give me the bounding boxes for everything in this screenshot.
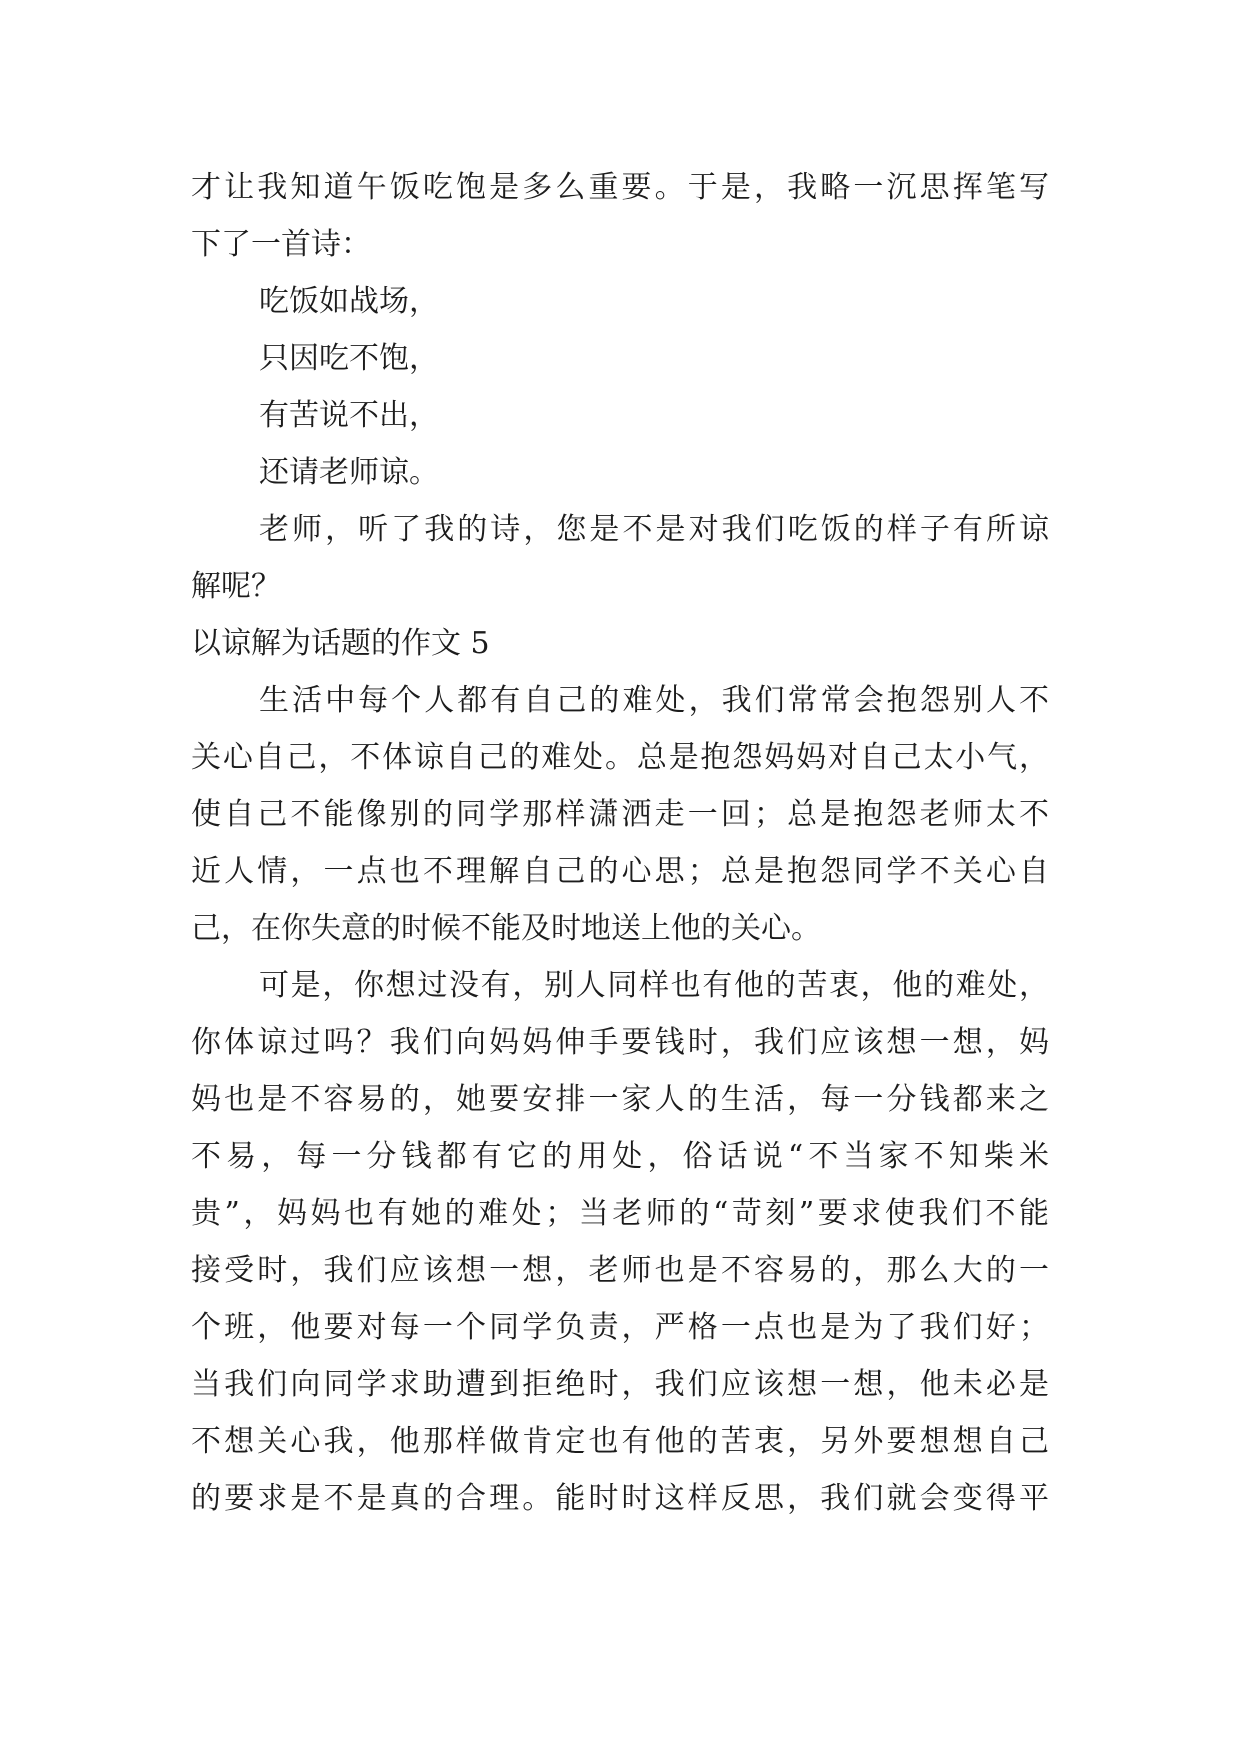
poem-line: 吃饭如战场， — [259, 284, 439, 319]
body-text-line: 使自己不能像别的同学那样潇洒走一回；总是抱怨老师太不 — [191, 797, 1049, 832]
body-text-line: 个班，他要对每一个同学负责，严格一点也是为了我们好； — [191, 1310, 1049, 1345]
body-text-line: 可是，你想过没有，别人同样也有他的苦衷，他的难处， — [259, 968, 1049, 1003]
poem-line: 有苦说不出， — [259, 398, 439, 433]
body-text-line: 不想关心我，他那样做肯定也有他的苦衷，另外要想想自己 — [191, 1424, 1049, 1459]
body-text-line: 贵”，妈妈也有她的难处；当老师的“苛刻”要求使我们不能 — [191, 1196, 1049, 1231]
body-text-line: 的要求是不是真的合理。能时时这样反思，我们就会变得平 — [191, 1481, 1049, 1516]
body-text-line: 不易，每一分钱都有它的用处，俗话说“不当家不知柴米 — [191, 1139, 1049, 1174]
body-text-line: 才让我知道午饭吃饱是多么重要。于是，我略一沉思挥笔写 — [191, 170, 1049, 205]
section-heading: 以谅解为话题的作文 5 — [191, 626, 490, 661]
body-text-line: 接受时，我们应该想一想，老师也是不容易的，那么大的一 — [191, 1253, 1049, 1288]
body-text-line: 老师，听了我的诗，您是不是对我们吃饭的样子有所谅 — [259, 512, 1049, 547]
poem-line: 还请老师谅。 — [259, 455, 439, 490]
body-text-line: 关心自己，不体谅自己的难处。总是抱怨妈妈对自己太小气， — [191, 740, 1049, 775]
body-text-line: 下了一首诗： — [191, 227, 371, 262]
body-text-line: 近人情，一点也不理解自己的心思；总是抱怨同学不关心自 — [191, 854, 1049, 889]
body-text-line: 解呢？ — [191, 569, 281, 604]
body-text-line: 当我们向同学求助遭到拒绝时，我们应该想一想，他未必是 — [191, 1367, 1049, 1402]
poem-line: 只因吃不饱， — [259, 341, 439, 376]
body-text-line: 你体谅过吗？我们向妈妈伸手要钱时，我们应该想一想，妈 — [191, 1025, 1049, 1060]
body-text-line: 己，在你失意的时候不能及时地送上他的关心。 — [191, 911, 821, 946]
body-text-line: 妈也是不容易的，她要安排一家人的生活，每一分钱都来之 — [191, 1082, 1049, 1117]
body-text-line: 生活中每个人都有自己的难处，我们常常会抱怨别人不 — [259, 683, 1049, 718]
